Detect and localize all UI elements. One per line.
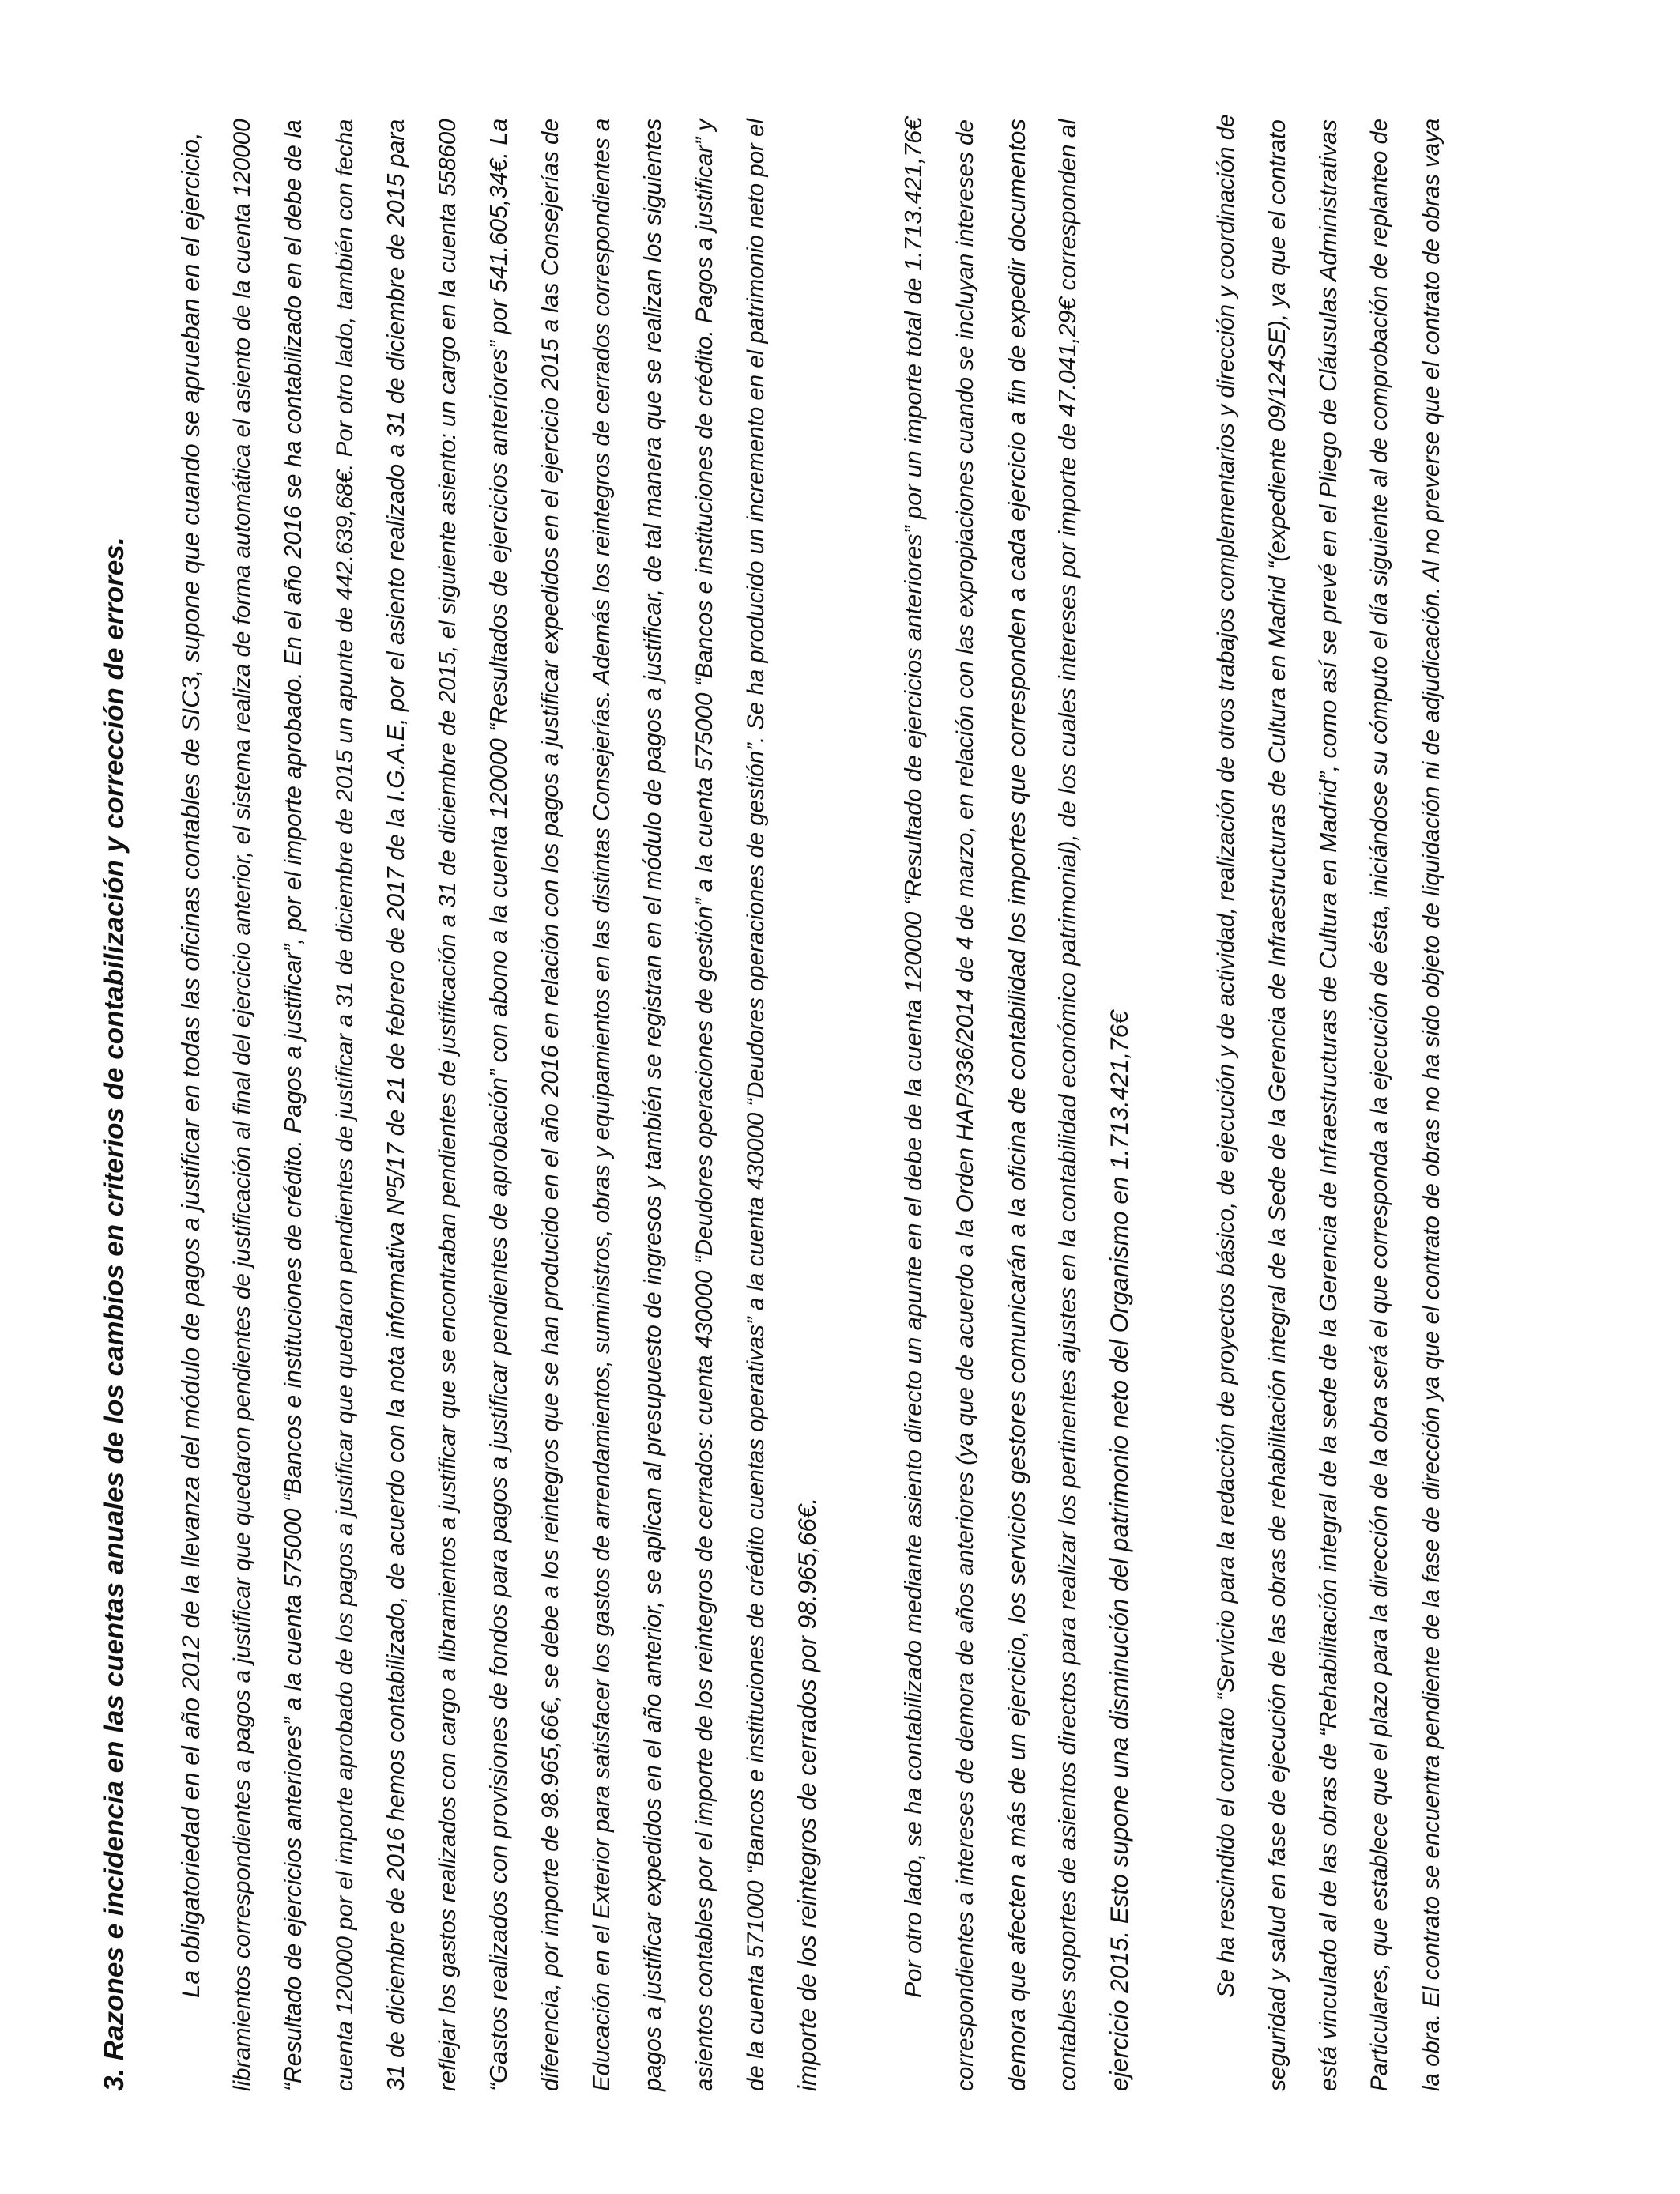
section-heading: 3. Razones e incidencia en las cuentas anuales de los cambios en criterios de contabilización y corrección de errores. — [99, 537, 130, 2091]
paragraph-line: asientos contables por el importe de los reintegros de cerrados: cuenta 430000 “Deudores operaciones de gestión” a la cuenta 575000 “Bancos e instituciones de crédito. Pagos a justificar” y — [691, 119, 718, 2091]
paragraph-line: pagos a justificar expedidos en el año anterior, se aplican al presupuesto de ingresos y también se registran en el módulo de pagos a justificar, de tal manera que se realizan los siguientes — [640, 118, 666, 2091]
paragraph-line: Particulares, que establece que el plazo para la dirección de la obra será el que corresponda a la ejecución de ésta, iniciándose su cómputo el día siguiente al de comprobación de replanteo de — [1367, 119, 1392, 2091]
paragraph-line: 31 de diciembre de 2016 hemos contabilizado, de acuerdo con la nota informativa Nº5/17 de 21 de febrero de 2017 de la I.G.A.E, por el asiento realizado a 31 de diciembre de 2015 para — [383, 119, 409, 2091]
paragraph-line: seguridad y salud en fase de ejecución de las obras de rehabilitación integral de la Sede de la Gerencia de Infraestructuras de Cultura en Madrid “(expediente 09/124SE), ya que el contrato — [1264, 119, 1290, 2091]
paragraph-line: la obra. El contrato se encuentra pendiente de la fase de dirección ya que el contrato de obras no ha sido objeto de liquidación ni de adjudicación. Al no preverse que el contrato de obras vaya — [1418, 118, 1445, 2091]
paragraph-intereses-demora — [888, 116, 1145, 2091]
paragraph-line: correspondientes a intereses de demora de años anteriores (ya que de acuerdo a la Orden HAP/336/2014 de 4 de marzo, en relación con las expropiaciones cuando se incluyan intereses de — [952, 119, 978, 2091]
paragraph-line: libramientos correspondientes a pagos a justificar que quedaron pendientes de justificación al final del ejercicio anterior, el sistema realiza de forma automática el asiento de la cuenta 120000 — [229, 119, 255, 2091]
paragraph-line: de la cuenta 571000 “Bancos e instituciones de crédito cuentas operativas” a la cuenta 430000 “Deudores operaciones de gestión”. Se ha producido un incremento en el patrimonio neto por el — [743, 119, 769, 2091]
paragraph-line: diferencia, por importe de 98.965,66€, se debe a los reintegros que se han producido en el año 2016 en relación con los pagos a justificar expedidos en el ejercicio 2015 a las Consejerías de — [537, 118, 563, 2091]
paragraph-line: Se ha rescindido el contrato “Servicio para la redacción de proyectos básico, de ejecución y de actividad, realización de otros trabajos complementarios y dirección y coordinación de — [1213, 114, 1239, 1998]
paragraph-line: reflejar los gastos realizados con cargo a libramientos a justificar que se encontraban pendientes de justificación a 31 de diciembre de 2015, el siguiente asiento: un cargo en la cuenta 558600 — [435, 119, 461, 2091]
paragraph-line: Educación en el Exterior para satisfacer los gastos de arrendamientos, suministros, obras y equipamientos en las distintas Consejerías. Además los reintegros de cerrados correspondientes a — [589, 118, 615, 2091]
paragraph-pagos-a-justificar — [165, 119, 833, 2091]
paragraph-line: ejercicio 2015. Esto supone una disminución del patrimonio neto del Organismo en 1.713.421,76€ — [1105, 1010, 1133, 2091]
paragraph-line: Por otro lado, se ha contabilizado mediante asiento directo un apunte en el debe de la cuenta 120000 “Resultado de ejercicios anteriores” por un importe total de 1.713.421,76€ — [900, 116, 927, 1998]
paragraph-line: demora que afecten a más de un ejercicio, los servicios gestores comunicarán a la oficina de contabilidad los importes que corresponden a cada ejercicio a fin de expedir documentos — [1003, 119, 1030, 2091]
paragraph-line: “Resultado de ejercicios anteriores” a la cuenta 575000 “Bancos e instituciones de crédito. Pagos a justificar”, por el importe aprobado. En el año 2016 se ha contabilizado en el debe de la — [281, 119, 307, 2091]
paragraph-line: “Gastos realizados con provisiones de fondos para pagos a justificar pendientes de aprobación” con abono a la cuenta 120000 “Resultados de ejercicios anteriores” por 541.605,34€. La — [485, 118, 512, 2091]
paragraph-line: cuenta 120000 por el importe aprobado de los pagos a justificar que quedaron pendientes de justificar a 31 de diciembre de 2015 un apunte de 442.639,68€. Por otro lado, también con fecha — [332, 119, 358, 2091]
paragraph-line: está vinculado al de las obras de “Rehabilitación integral de la sede de la Gerencia de Infraestructuras de Cultura en Madrid”, como así se prevé en el Pliego de Cláusulas Administrativas — [1316, 119, 1342, 2091]
paragraph-contrato-rescindido — [1200, 114, 1457, 2091]
paragraph-line: La obligatoriedad en el año 2012 de la llevanza del módulo de pagos a justificar en todas las oficinas contables de SIC3, supone que cuando se aprueban en el ejercicio, — [176, 132, 205, 1998]
paragraph-line: importe de los reintegros de cerrados por 98.965,66€. — [793, 1497, 821, 2091]
paragraph-line: contables soportes de asientos directos para realizar los pertinentes ajustes en la contabilidad económico patrimonial), de los cuales intereses por importe de 47.041,29€ corresponden al — [1055, 119, 1081, 2091]
